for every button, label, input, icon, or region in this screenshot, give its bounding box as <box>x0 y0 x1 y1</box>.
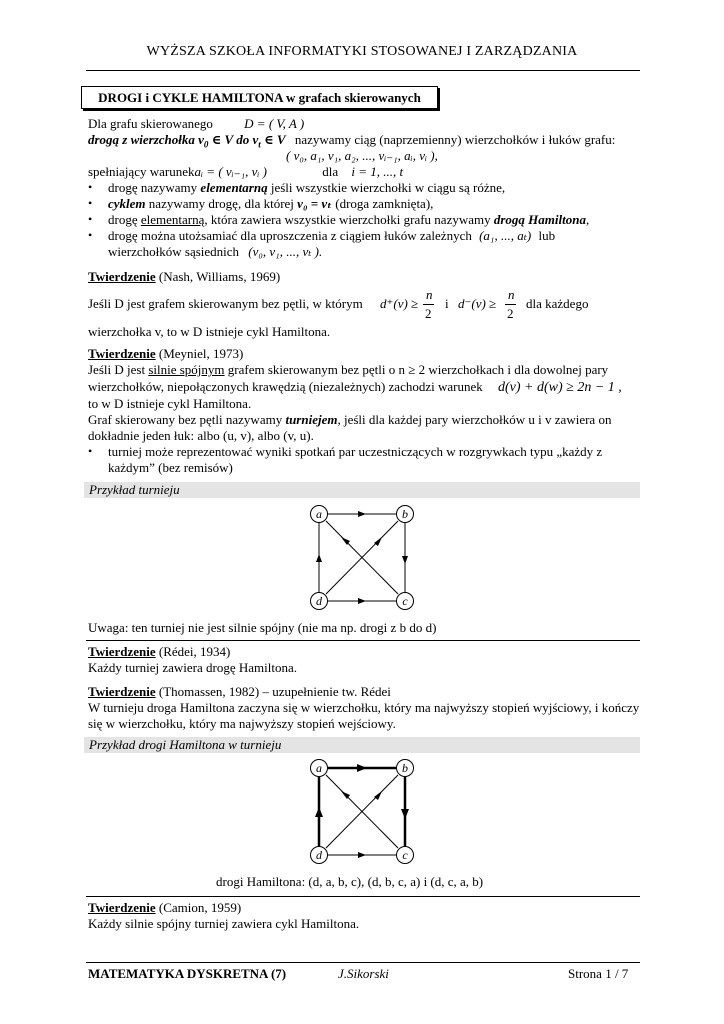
theorem-label: Twierdzenie <box>88 900 156 915</box>
def-bullet-3 <box>108 212 589 227</box>
thm1-text: Jeśli D jest grafem skierowanym bez pętli, w którym <box>88 296 363 311</box>
thm4-text: się w wierzchołku, który ma najwyższy stopień wejściowy. <box>88 716 396 731</box>
frac-bar <box>505 304 516 305</box>
def-term: drogą z wierzchołka v <box>88 132 204 147</box>
formula: d(v) + d(w) ≥ 2n − 1 , <box>497 380 622 395</box>
node-label-b: b <box>402 507 408 521</box>
theorem-cite: (Nash, Williams, 1969) <box>155 269 281 284</box>
node-label-c: c <box>402 594 408 608</box>
node-label-a: a <box>316 761 322 775</box>
example-band: Przykład drogi Hamiltona w turnieju <box>84 737 640 753</box>
thm1-text: wierzchołka v, to w D istnieje cykl Hamiltona. <box>88 324 331 339</box>
text: , <box>585 212 590 227</box>
node-label-d: d <box>316 848 322 862</box>
text: wierzchołków sąsiednich <box>108 244 240 259</box>
footer-course: MATEMATYKA DYSKRETNA (7) <box>88 966 287 981</box>
thm1-formula-out: d⁺(v) ≥ <box>380 296 419 311</box>
arrow-head <box>402 556 408 564</box>
arrow-head <box>315 807 323 817</box>
arrow-head <box>357 764 367 772</box>
thm2-line: turniej może reprezentować wyniki spotkań par uczestniczących w rozgrywkach typu „każdy z <box>108 444 603 459</box>
theorem-cite: (Rédei, 1934) <box>155 644 231 659</box>
def-bullet-4 <box>108 228 555 243</box>
node-label-d: d <box>316 594 322 608</box>
def-sub: 0 <box>203 139 209 150</box>
def-text: nazywamy ciąg (naprzemienny) wierzchołków i łuków grafu: <box>294 132 616 147</box>
def-bullet-1 <box>108 180 505 195</box>
theorem-nash <box>88 269 280 284</box>
term: v₀ = vₜ <box>297 196 332 211</box>
def-sub: t <box>258 139 261 150</box>
term: elementarną <box>140 212 205 227</box>
def-formula: aᵢ = ( vᵢ₋₁, vᵢ ) <box>194 164 268 179</box>
theorem-meyniel <box>88 346 243 361</box>
term: drogą Hamiltona <box>493 212 586 227</box>
theorem-cite: (Meyniel, 1973) <box>155 346 244 361</box>
theorem-thomassen <box>88 684 391 699</box>
bullet: • <box>88 228 93 242</box>
footer-author: J.Sikorski <box>338 966 389 981</box>
def-text: spełniający warunek <box>88 164 195 179</box>
footer-rule <box>86 962 640 963</box>
bullet: • <box>88 196 93 210</box>
theorem-cite: (Camion, 1959) <box>155 900 242 915</box>
section-rule <box>86 896 640 897</box>
arrow-head <box>358 852 366 858</box>
text: jeśli wszystkie wierzchołki w ciągu są różne, <box>267 180 506 195</box>
thm2-line: każdym” (bez remisów) <box>108 460 233 475</box>
node-label-c: c <box>402 848 408 862</box>
term: cyklem <box>108 196 146 211</box>
def-line-1 <box>88 116 304 131</box>
thm1-frac-den: 2 <box>507 306 514 321</box>
example-band: Przykład turnieju <box>84 482 640 498</box>
thm5-text: Każdy silnie spójny turniej zawiera cykl Hamiltona. <box>88 916 360 931</box>
thm1-frac-num: n <box>508 287 515 302</box>
thm3-text: Każdy turniej zawiera drogę Hamiltona. <box>88 660 297 675</box>
def-bullet-4-cont <box>108 244 322 259</box>
node-label-b: b <box>402 761 408 775</box>
page-header: WYŻSZA SZKOŁA INFORMATYKI STOSOWANEJ I ZARZĄDZANIA <box>146 44 578 59</box>
thm2-line <box>88 379 622 395</box>
def-bullet-2 <box>108 196 433 211</box>
theorem-label: Twierdzenie <box>88 346 156 361</box>
thm2-line: dokładnie jeden łuk: albo (u, v), albo (v, u). <box>88 428 314 443</box>
arrow-head <box>358 511 366 517</box>
theorem-camion <box>88 900 241 915</box>
footer-page: Strona 1 / 7 <box>568 966 629 981</box>
text: Jeśli D jest <box>88 362 149 377</box>
theorem-label: Twierdzenie <box>88 644 156 659</box>
thm1-frac-den: 2 <box>425 306 432 321</box>
header-rule <box>86 70 640 71</box>
theorem-label: Twierdzenie <box>88 269 156 284</box>
def-formula: i = 1, ..., t <box>351 164 404 179</box>
def-term: ∈ V do v <box>208 132 259 147</box>
theorem-cite: (Thomassen, 1982) – uzupełnienie tw. Rédei <box>155 684 391 699</box>
formula: (v₀, v₁, ..., vₜ ). <box>248 244 323 259</box>
bullet: • <box>88 212 93 226</box>
def-line-4 <box>88 164 403 179</box>
text: , jeśli dla każdej pary wierzchołków u i v zawiera on <box>337 412 612 427</box>
bullet: • <box>88 180 93 194</box>
text: lub <box>538 228 556 243</box>
text: Graf skierowany bez pętli nazywamy <box>88 412 286 427</box>
thm1-formula-in: d⁻(v) ≥ <box>458 296 497 311</box>
section-rule <box>86 640 640 641</box>
term: silnie spójnym <box>148 362 225 377</box>
thm1-frac-num: n <box>426 287 433 302</box>
term: turniejem <box>285 412 338 427</box>
tournament-graph <box>300 500 420 615</box>
section-title: DROGI i CYKLE HAMILTONA w grafach skierowanych <box>81 86 438 109</box>
def-text: dla <box>322 164 339 179</box>
hamilton-paths: drogi Hamiltona: (d, a, b, c), (d, b, c, a) i (d, c, a, b) <box>216 874 484 889</box>
text: (droga zamknięta), <box>331 196 434 211</box>
arrow-head <box>358 598 366 604</box>
def-formula: D = ( V, A ) <box>244 116 305 131</box>
note: Uwaga: ten turniej nie jest silnie spójny (nie ma np. drogi z b do d) <box>88 620 437 635</box>
text: nazywamy drogę, dla której <box>145 196 298 211</box>
text: drogę <box>108 212 141 227</box>
def-term: ∈ V <box>260 132 286 147</box>
def-sequence: ( v₀, a₁, v₁, a₂, ..., vᵢ₋₁, aᵢ, vᵢ ), <box>286 148 438 163</box>
text: drogę można utożsamiać dla uproszczenia z ciągiem łuków zależnych <box>108 228 472 243</box>
text: grafem skierowanym bez pętli o n ≥ 2 wierzchołkach i dla dowolnej pary <box>224 362 609 377</box>
node-label-a: a <box>316 507 322 521</box>
thm2-line <box>88 362 608 377</box>
thm1-text: dla każdego <box>526 296 589 311</box>
thm4-text: W turnieju droga Hamiltona zaczyna się w wierzchołku, który ma najwyższy stopień wyjściowy, i kończy <box>88 700 640 715</box>
theorem-label: Twierdzenie <box>88 684 156 699</box>
thm1-and: i <box>445 296 449 311</box>
bullet: • <box>88 444 93 458</box>
term: elementarną <box>200 180 268 195</box>
text: wierzchołków, niepołączonych krawędzią (niezależnych) zachodzi warunek <box>88 379 483 394</box>
arrow-head <box>316 554 322 562</box>
theorem-redei <box>88 644 230 659</box>
thm2-line: to w D istnieje cykl Hamiltona. <box>88 396 252 411</box>
formula: (a₁, ..., aₜ) <box>479 228 532 243</box>
hamilton-path-graph <box>300 754 420 869</box>
frac-bar <box>423 304 434 305</box>
thm2-line <box>88 412 611 427</box>
arrow-head <box>401 809 409 819</box>
text: drogę nazywamy <box>108 180 201 195</box>
text: , która zawiera wszystkie wierzchołki grafu nazywamy <box>204 212 494 227</box>
def-text: Dla grafu skierowanego <box>88 116 213 131</box>
